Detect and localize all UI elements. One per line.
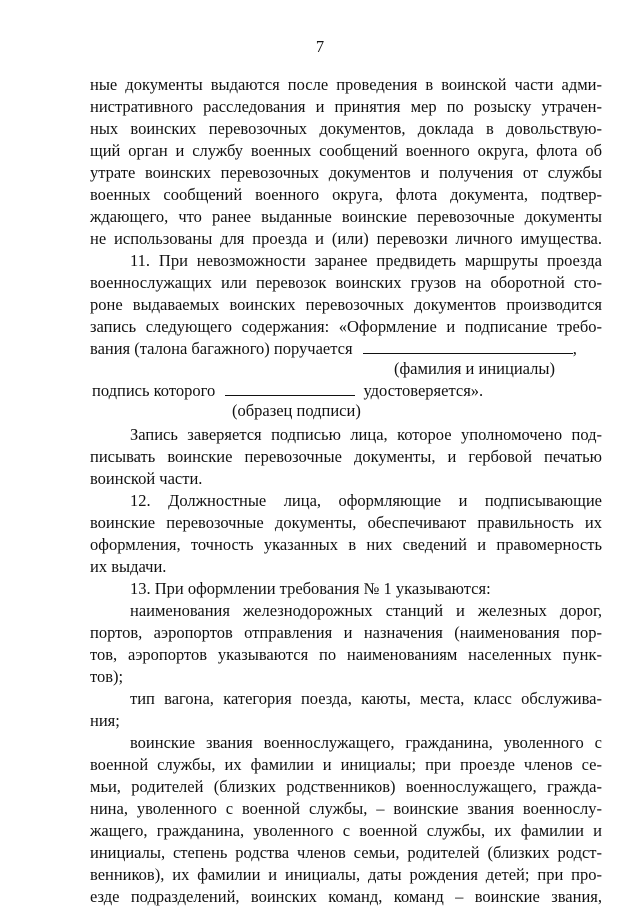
text-line: утрате воинских перевозочных документов и получения от службы bbox=[90, 163, 602, 182]
text-line: тип вагона, категория поезда, каюты, места, класс обслужива- bbox=[130, 689, 602, 708]
page-number: 7 bbox=[315, 37, 325, 56]
text-line: запись следующего содержания: «Оформление и подписание требо- bbox=[90, 317, 602, 336]
paragraph-11-start: 11. При невозможности заранее предвидеть маршруты проезда bbox=[130, 251, 602, 270]
text-line: нистративного расследования и принятия мер по розыску утрачен- bbox=[90, 97, 602, 116]
text-line: ния; bbox=[90, 711, 120, 730]
text-line: воинские перевозочные документы, обеспечивают правильность их bbox=[90, 513, 602, 532]
text-line: оформления, точность указанных в них сведений и правомерность bbox=[90, 535, 602, 554]
text-line: езде подразделений, воинских команд, команд – воинские звания, bbox=[90, 887, 602, 906]
text-line: военнослужащих или перевозок воинских грузов на оборотной сто- bbox=[90, 273, 602, 292]
text-line: не использованы для проезда и (или) перевозки личного имущества. bbox=[90, 229, 602, 248]
text-line: Запись заверяется подписью лица, которое уполномочено под- bbox=[130, 425, 602, 444]
text-line: ждающего, что ранее выданные воинские перевозочные документы bbox=[90, 207, 602, 226]
text-line: наименования железнодорожных станций и железных дорог, bbox=[130, 601, 602, 620]
text-line: портов, аэропортов отправления и назначения (наименования пор- bbox=[90, 623, 602, 642]
text-line: роне выдаваемых воинских перевозочных документов производится bbox=[90, 295, 602, 314]
text-line: воинские звания военнослужащего, гражданина, уволенного с bbox=[130, 733, 602, 752]
form-text: удостоверяется». bbox=[363, 381, 484, 400]
caption-name: (фамилия и инициалы) bbox=[394, 359, 555, 378]
paragraph-13-start: 13. При оформлении требования № 1 указываются: bbox=[130, 579, 491, 598]
text-line: нина, уволенного с военной службы, – воинские звания военнослу- bbox=[90, 799, 602, 818]
form-comma: , bbox=[572, 339, 577, 358]
form-line-assignee bbox=[90, 338, 577, 360]
form-text: вания (талона багажного) поручается bbox=[90, 339, 353, 358]
text-line: жащего, гражданина, уволенного с военной службы, их фамилии и bbox=[90, 821, 602, 840]
paragraph-12-start: 12. Должностные лица, оформляющие и подписывающие bbox=[130, 491, 602, 510]
text-line: инициалы, степень родства членов семьи, родителей (близких родст- bbox=[90, 843, 602, 862]
text-line: тов, аэропортов указываются по наименованиям населенных пунк- bbox=[90, 645, 602, 664]
text-line: воинской части. bbox=[90, 469, 203, 488]
form-text: подпись которого bbox=[92, 381, 216, 400]
text-line: ные документы выдаются после проведения в воинской части адми- bbox=[90, 75, 602, 94]
blank-name-line bbox=[363, 339, 573, 354]
text-line: тов); bbox=[90, 667, 124, 686]
text-line: их выдачи. bbox=[90, 557, 167, 576]
text-line: щий орган и службу военных сообщений военного округа, флота об bbox=[90, 141, 602, 160]
text-line: венников), их фамилии и инициалы, даты рождения детей; при про- bbox=[90, 865, 602, 884]
form-line-signature bbox=[92, 380, 483, 402]
text-line: ных воинских перевозочных документов, доклада в довольствую- bbox=[90, 119, 602, 138]
text-line: писывать воинские перевозочные документы, и гербовой печатью bbox=[90, 447, 602, 466]
text-line: мьи, родителей (близких родственников) военнослужащего, гражда- bbox=[90, 777, 602, 796]
caption-signature: (образец подписи) bbox=[232, 401, 361, 420]
blank-signature-line bbox=[225, 381, 355, 396]
text-line: военной службы, их фамилии и инициалы; при проезде членов се- bbox=[90, 755, 602, 774]
text-line: военных сообщений военного округа, флота документа, подтвер- bbox=[90, 185, 602, 204]
